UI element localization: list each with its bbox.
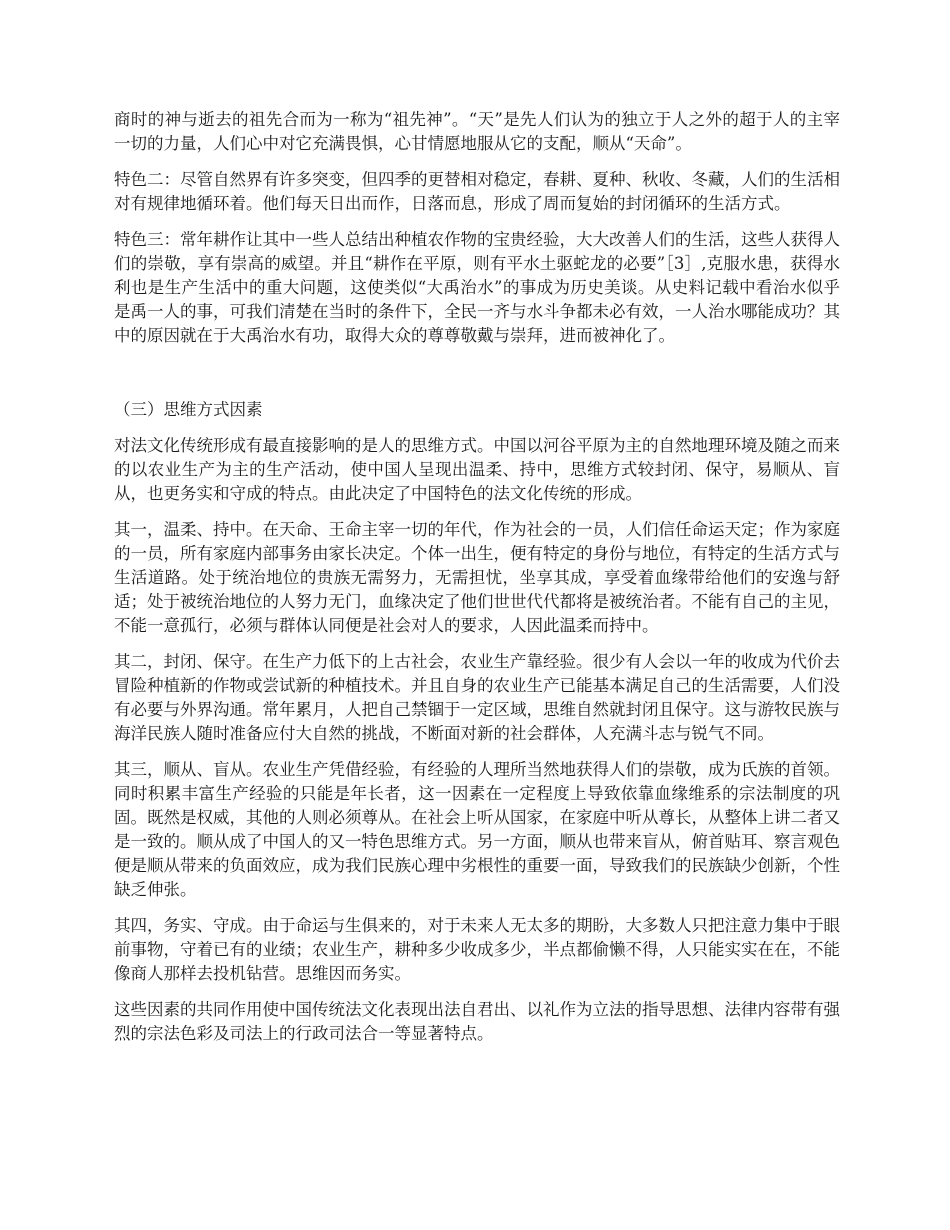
- paragraph: 其四，务实、守成。由于命运与生俱来的，对于未来人无太多的期盼，大多数人只把注意力集中于眼前事物，守着已有的业绩；农业生产，耕种多少收成多少，半点都偷懒不得，人只能实实在在，不能像商人那样去投机钻营。思维因而务实。: [114, 916, 840, 983]
- document-body: [114, 108, 840, 1058]
- paragraph: 其二，封闭、保守。在生产力低下的上古社会，农业生产靠经验。很少有人会以一年的收成为代价去冒险种植新的作物或尝试新的种植技术。并且自身的农业生产已能基本满足自己的生活需要，人们没有必要与外界沟通。常年累月，人把自己禁锢于一定区域，思维自然就封闭且保守。这与游牧民族与海洋民族人随时准备应付大自然的挑战，不断面对新的社会群体，人充满斗志与锐气不同。: [114, 652, 840, 743]
- paragraph: 这些因素的共同作用使中国传统法文化表现出法自君出、以礼作为立法的指导思想、法律内容带有强烈的宗法色彩及司法上的行政司法合一等显著特点。: [114, 1000, 840, 1043]
- paragraph: 其三，顺从、盲从。农业生产凭借经验，有经验的人理所当然地获得人们的崇敬，成为氏族的首领。同时积累丰富生产经验的只能是年长者，这一因素在一定程度上导致依靠血缘维系的宗法制度的巩固。既然是权威，其他的人则必须尊从。在社会上听从国家，在家庭中听从尊长，从整体上讲二者又是一致的。顺从成了中国人的又一特色思维方式。另一方面，顺从也带来盲从，俯首贴耳、察言观色便是顺从带来的负面效应，成为我们民族心理中劣根性的重要一面，导致我们的民族缺少创新，个性缺乏伸张。: [114, 760, 840, 899]
- section-heading: （三）思维方式因素: [114, 400, 263, 419]
- paragraph: 其一，温柔、持中。在天命、王命主宰一切的年代，作为社会的一员，人们信任命运天定；作为家庭的一员，所有家庭内部事务由家长决定。个体一出生，便有特定的身份与地位，有特定的生活方式与生活道路。处于统治地位的贵族无需努力，无需担忧，坐享其成，享受着血缘带给他们的安逸与舒适；处于被统治地位的人努力无门，血缘决定了他们世世代代都将是被统治者。不能有自己的主见，不能一意孤行，必须与群体认同便是社会对人的要求，人因此温柔而持中。: [114, 520, 840, 635]
- paragraph: 商时的神与逝去的祖先合而为一称为“祖先神”。“天”是先人们认为的独立于人之外的超于人的主宰一切的力量，人们心中对它充满畏惧，心甘情愿地服从它的支配，顺从“天命”。: [114, 110, 840, 153]
- paragraph: 特色二：尽管自然界有许多突变，但四季的更替相对稳定，春耕、夏种、秋收、冬藏，人们的生活相对有规律地循环着。他们每天日出而作，日落而息，形成了周而复始的封闭循环的生活方式。: [114, 170, 840, 213]
- paragraph: 对法文化传统形成有最直接影响的是人的思维方式。中国以河谷平原为主的自然地理环境及随之而来的以农业生产为主的生产活动，使中国人呈现出温柔、持中，思维方式较封闭、保守，易顺从、盲从，也更务实和守成的特点。由此决定了中国特色的法文化传统的形成。: [114, 436, 840, 503]
- paragraph: 特色三：常年耕作让其中一些人总结出种植农作物的宝贵经验，大大改善人们的生活，这些人获得人们的崇敬，享有崇高的威望。并且“耕作在平原，则有平水土驱蛇龙的必要”［3］,克服水患，获得水利也是生产生活中的重大问题，这使类似“大禹治水”的事成为历史美谈。从史料记载中看治水似乎是禹一人的事，可我们清楚在当时的条件下，全民一齐与水斗争都未必有效，一人治水哪能成功？其中的原因就在于大禹治水有功，取得大众的尊尊敬戴与崇拜，进而被神化了。: [114, 230, 840, 345]
